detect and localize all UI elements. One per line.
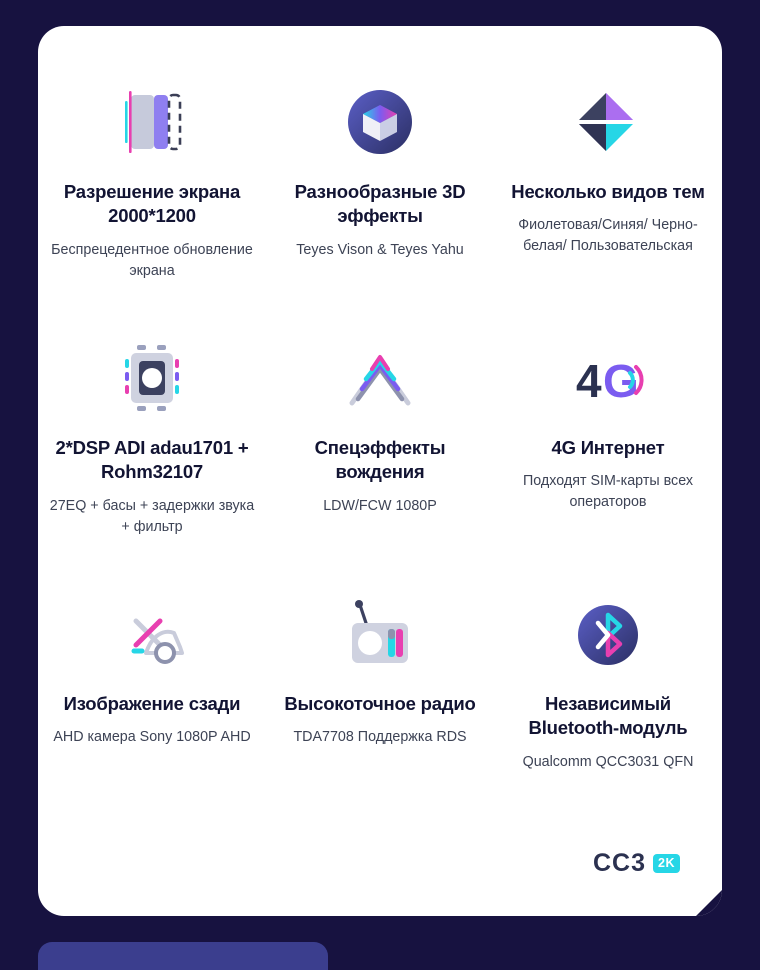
logo-text: CC3 (593, 849, 647, 877)
3d-cube-icon (337, 70, 423, 174)
feature-item-screen-resolution (38, 70, 266, 326)
card-corner-notch (696, 890, 722, 916)
feature-title: Спецэффекты вождения (314, 437, 446, 483)
feature-title: Изображение сзади (63, 693, 241, 714)
svg-text:G: G (603, 355, 639, 407)
driving-effects-icon (330, 326, 430, 430)
feature-item-dsp (38, 326, 266, 582)
feature-subtitle: LDW/FCW 1080P (323, 497, 437, 514)
feature-subtitle: AHD камера Sony 1080P AHD (53, 729, 251, 746)
feature-subtitle: 27EQ + басы + задержки звука + фильтр (49, 497, 255, 535)
feature-title: 4G Интернет (551, 437, 665, 458)
svg-text:4: 4 (576, 355, 602, 407)
dsp-chip-icon (109, 326, 195, 430)
feature-title: Высокоточное радио (284, 693, 476, 714)
feature-card (38, 26, 722, 916)
feature-subtitle: Фиолетовая/Синяя/ Черно-белая/ Пользовательская (518, 217, 698, 255)
feature-title: Независимый Bluetooth-модуль (528, 693, 688, 739)
feature-subtitle: TDA7708 Поддержка RDS (293, 729, 467, 746)
4g-network-icon (558, 326, 658, 430)
feature-title: Разрешение экрана 2000*1200 (63, 181, 241, 227)
feature-title: Разнообразные 3D эффекты (294, 181, 466, 227)
feature-item-themes (494, 70, 722, 326)
logo-badge: 2K (653, 854, 680, 873)
feature-item-rear-camera (38, 582, 266, 838)
feature-item-radio (266, 582, 494, 838)
feature-grid (38, 70, 722, 838)
feature-subtitle: Teyes Vison & Teyes Yahu (296, 241, 464, 258)
feature-item-bluetooth (494, 582, 722, 838)
themes-icon (565, 70, 651, 174)
feature-item-driving-effects (266, 326, 494, 582)
radio-icon (330, 582, 430, 686)
feature-subtitle: Беспрецедентное обновление экрана (51, 241, 253, 279)
rear-camera-icon (102, 582, 202, 686)
feature-subtitle: Qualcomm QCC3031 QFN (522, 753, 694, 770)
screen-resolution-icon (109, 70, 195, 174)
feature-item-3d-effects (266, 70, 494, 326)
feature-subtitle: Подходят SIM-карты всех операторов (523, 473, 693, 511)
feature-title: 2*DSP ADI adau1701 + Rohm32107 (55, 437, 249, 483)
feature-item-4g (494, 326, 722, 582)
brand-logo (593, 849, 680, 878)
bottom-strip (38, 942, 328, 970)
feature-title: Несколько видов тем (511, 181, 705, 202)
bluetooth-icon (558, 582, 658, 686)
